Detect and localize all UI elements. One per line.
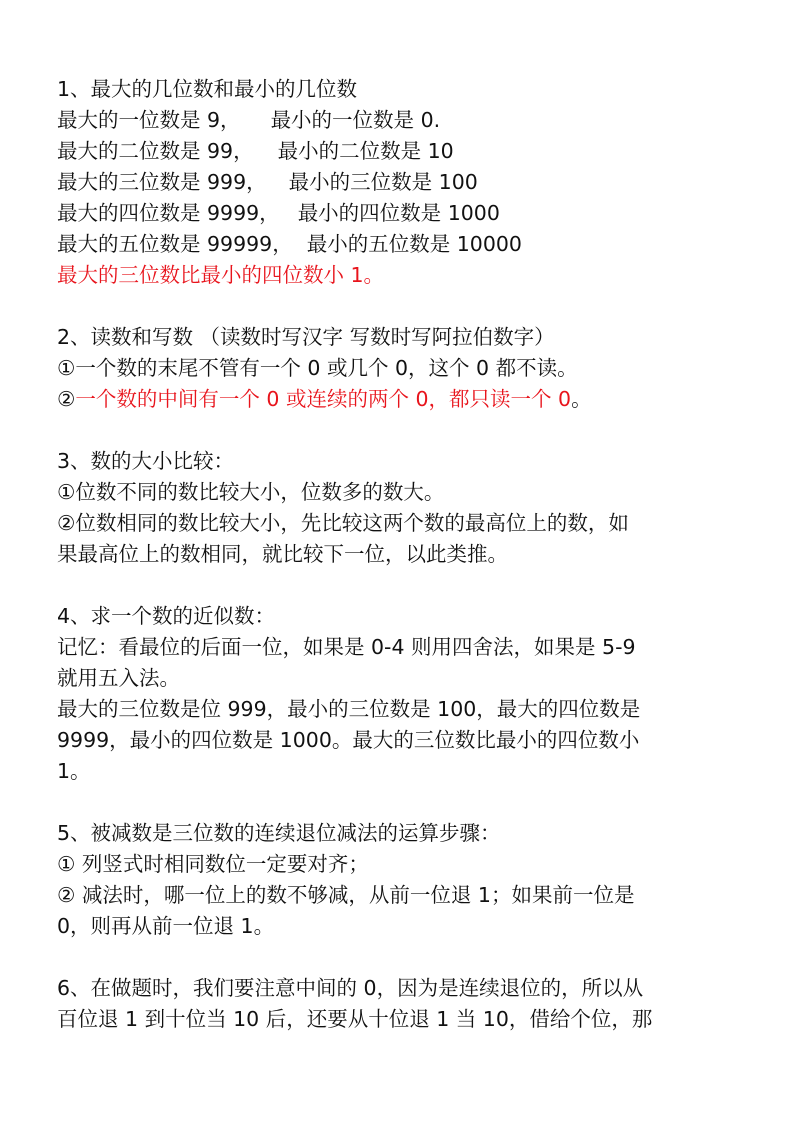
min-digit-3: 最小的三位数是 100 bbox=[288, 170, 478, 194]
item-2-end: 。 bbox=[571, 387, 592, 411]
section-1-row-5 bbox=[57, 229, 747, 260]
section-4-note-line-1: 最大的三位数是位 999，最小的三位数是 100，最大的四位数是 bbox=[57, 697, 641, 721]
section-6-line-1: 6、在做题时，我们要注意中间的 0，因为是连续退位的，所以从 bbox=[57, 976, 644, 1000]
section-1-row-3 bbox=[57, 167, 747, 198]
item-2-highlight: 一个数的中间有一个 0 或连续的两个 0，都只读一个 0 bbox=[75, 387, 572, 411]
section-3-item-1: ①位数不同的数比较大小，位数多的数大。 bbox=[57, 480, 445, 504]
section-1-highlight: 最大的三位数比最小的四位数小 1。 bbox=[57, 263, 385, 287]
section-4-heading: 4、求一个数的近似数： bbox=[57, 604, 276, 628]
spacer bbox=[57, 415, 747, 446]
spacer bbox=[57, 787, 747, 818]
section-3-item-2-line-1: ②位数相同的数比较大小，先比较这两个数的最高位上的数，如 bbox=[57, 511, 629, 535]
section-5-item-2-line-2: 0，则再从前一位退 1。 bbox=[57, 914, 275, 938]
spacer bbox=[57, 291, 747, 322]
section-4-memo-line-1: 记忆：看最位的后面一位，如果是 0-4 则用四舍法，如果是 5-9 bbox=[57, 635, 636, 659]
section-2-item-1: ①一个数的末尾不管有一个 0 或几个 0，这个 0 都不读。 bbox=[57, 356, 578, 380]
section-1-row-2 bbox=[57, 136, 747, 167]
max-digit-4: 最大的四位数是 9999， bbox=[57, 201, 280, 225]
max-digit-5: 最大的五位数是 99999， bbox=[57, 232, 293, 256]
section-1-row-1 bbox=[57, 105, 747, 136]
item-2-marker: ② bbox=[57, 387, 76, 411]
min-digit-5: 最小的五位数是 10000 bbox=[306, 232, 522, 256]
min-digit-4: 最小的四位数是 1000 bbox=[297, 201, 500, 225]
max-digit-1: 最大的一位数是 9， bbox=[57, 108, 241, 132]
section-2-heading: 2、读数和写数 （读数时写汉字 写数时写阿拉伯数字） bbox=[57, 325, 555, 349]
document-page bbox=[57, 74, 747, 1035]
section-4-note-line-3: 1。 bbox=[57, 759, 91, 783]
section-1-row-4 bbox=[57, 198, 747, 229]
section-3-heading: 3、数的大小比较： bbox=[57, 449, 235, 473]
max-digit-2: 最大的二位数是 99， bbox=[57, 139, 254, 163]
section-2-item-2 bbox=[57, 384, 747, 415]
section-4-note-line-2: 9999，最小的四位数是 1000。最大的三位数比最小的四位数小 bbox=[57, 728, 640, 752]
section-4-memo-line-2: 就用五入法。 bbox=[57, 666, 180, 690]
min-digit-2: 最小的二位数是 10 bbox=[277, 139, 454, 163]
section-5-item-1: ① 列竖式时相同数位一定要对齐； bbox=[57, 852, 369, 876]
min-digit-1: 最小的一位数是 0. bbox=[270, 108, 441, 132]
section-1-heading: 1、最大的几位数和最小的几位数 bbox=[57, 77, 358, 101]
spacer bbox=[57, 570, 747, 601]
spacer bbox=[57, 942, 747, 973]
section-6-line-2: 百位退 1 到十位当 10 后，还要从十位退 1 当 10，借给个位，那 bbox=[57, 1007, 653, 1031]
section-3-item-2-line-2: 果最高位上的数相同，就比较下一位，以此类推。 bbox=[57, 542, 508, 566]
section-5-item-2-line-1: ② 减法时，哪一位上的数不够减，从前一位退 1；如果前一位是 bbox=[57, 883, 635, 907]
section-5-heading: 5、被减数是三位数的连续退位减法的运算步骤： bbox=[57, 821, 501, 845]
max-digit-3: 最大的三位数是 999， bbox=[57, 170, 267, 194]
